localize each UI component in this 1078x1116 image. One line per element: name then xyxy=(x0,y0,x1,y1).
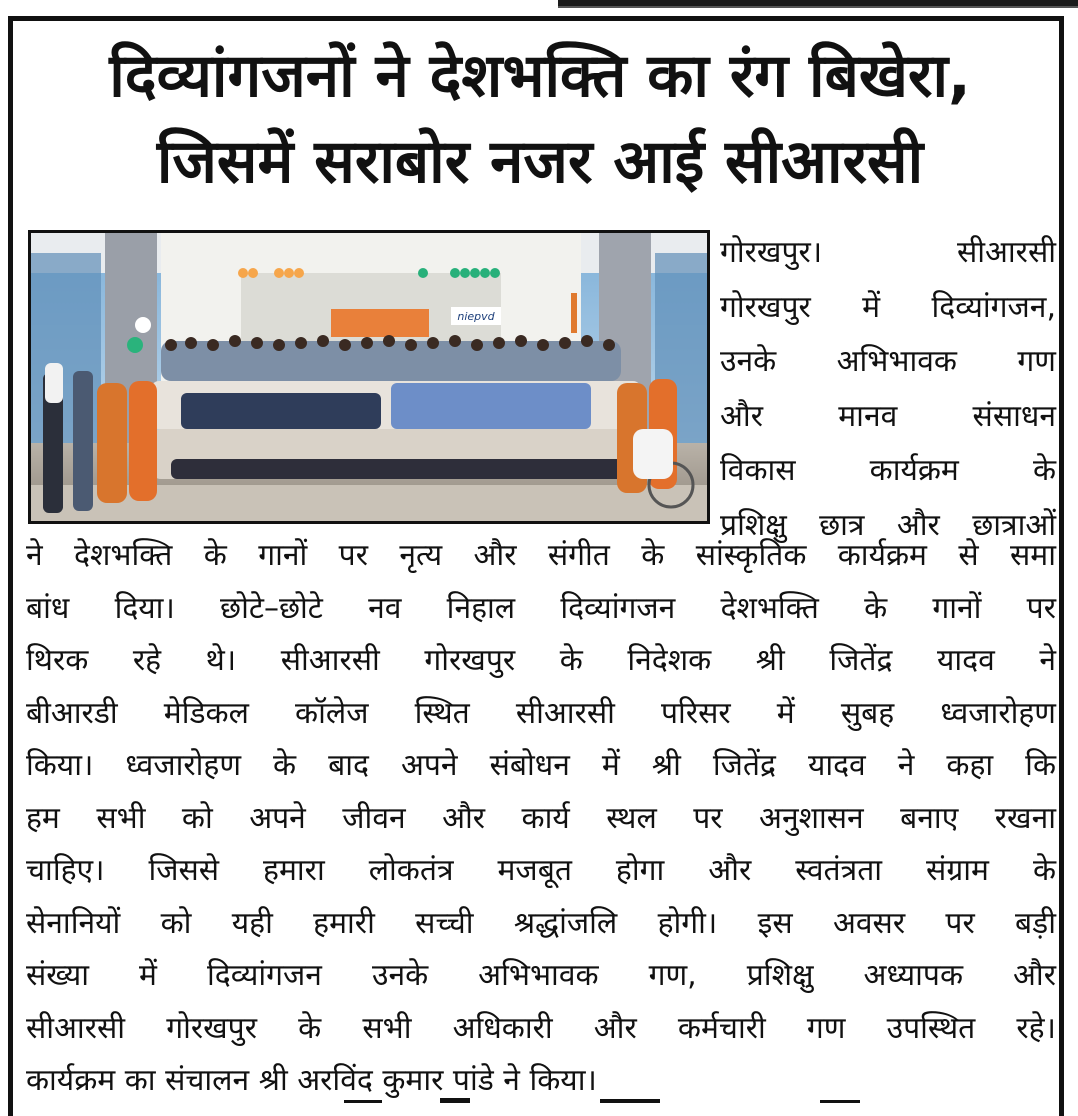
side-line: प्रशिक्षु छात्र और छात्राओं xyxy=(720,507,1056,543)
article-body xyxy=(26,530,1056,1108)
side-column-text xyxy=(720,226,1056,553)
body-line: हम सभी को अपने जीवन और कार्य स्थल पर अनुशासन बनाए रखना xyxy=(26,800,1056,836)
group-photo-image xyxy=(31,233,707,521)
side-line: विकास कार्यक्रम के xyxy=(720,453,1056,488)
side-line: गोरखपुर में दिव्यांगजन, xyxy=(720,289,1056,325)
body-line: बीआरडी मेडिकल कॉलेज स्थित सीआरसी परिसर में सुबह ध्वजारोहण xyxy=(26,695,1056,731)
headline xyxy=(20,40,1060,198)
side-line: उनके अभिभावक गण xyxy=(720,344,1056,379)
body-line: बांध दिया। छोटे–छोटे नव निहाल दिव्यांगजन देशभक्ति के गानों पर xyxy=(26,590,1056,626)
adjacent-clipping-edge xyxy=(558,0,1078,8)
body-line: चाहिए। जिससे हमारा लोकतंत्र मजबूत होगा और स्वतंत्रता संग्राम के xyxy=(26,853,1056,888)
body-line: सीआरसी गोरखपुर के सभी अधिकारी और कर्मचारी गण उपस्थित रहे। xyxy=(26,1010,1056,1046)
body-line: संख्या में दिव्यांगजन उनके अभिभावक गण, प्रशिक्षु अध्यापक और xyxy=(26,958,1056,993)
photo-sign-text: niepvd xyxy=(457,310,495,323)
body-line: सेनानियों को यही हमारी सच्ची श्रद्धांजलि होगी। इस अवसर पर बड़ी xyxy=(26,905,1056,941)
group-photo xyxy=(28,230,710,524)
body-line: कार्यक्रम का संचालन श्री अरविंद कुमार पांडे ने किया। xyxy=(26,1063,597,1098)
body-line: ने देशभक्ति के गानों पर नृत्य और संगीत के सांस्कृतिक कार्यक्रम से समा xyxy=(26,538,1056,573)
side-line: और मानव संसाधन xyxy=(720,398,1056,434)
side-line: गोरखपुर। सीआरसी xyxy=(720,235,1056,270)
headline-line-1: दिव्यांगजनों ने देशभक्ति का रंग बिखेरा, xyxy=(109,41,971,111)
body-line: किया। ध्वजारोहण के बाद अपने संबोधन में श्री जितेंद्र यादव ने कहा कि xyxy=(26,748,1056,783)
body-line: थिरक रहे थे। सीआरसी गोरखपुर के निदेशक श्री जितेंद्र यादव ने xyxy=(26,643,1056,678)
clipped-text-fragment xyxy=(300,1096,940,1103)
next-article-clipped-edge xyxy=(300,1092,940,1103)
headline-line-2: जिसमें सराबोर नजर आई सीआरसी xyxy=(156,127,924,197)
